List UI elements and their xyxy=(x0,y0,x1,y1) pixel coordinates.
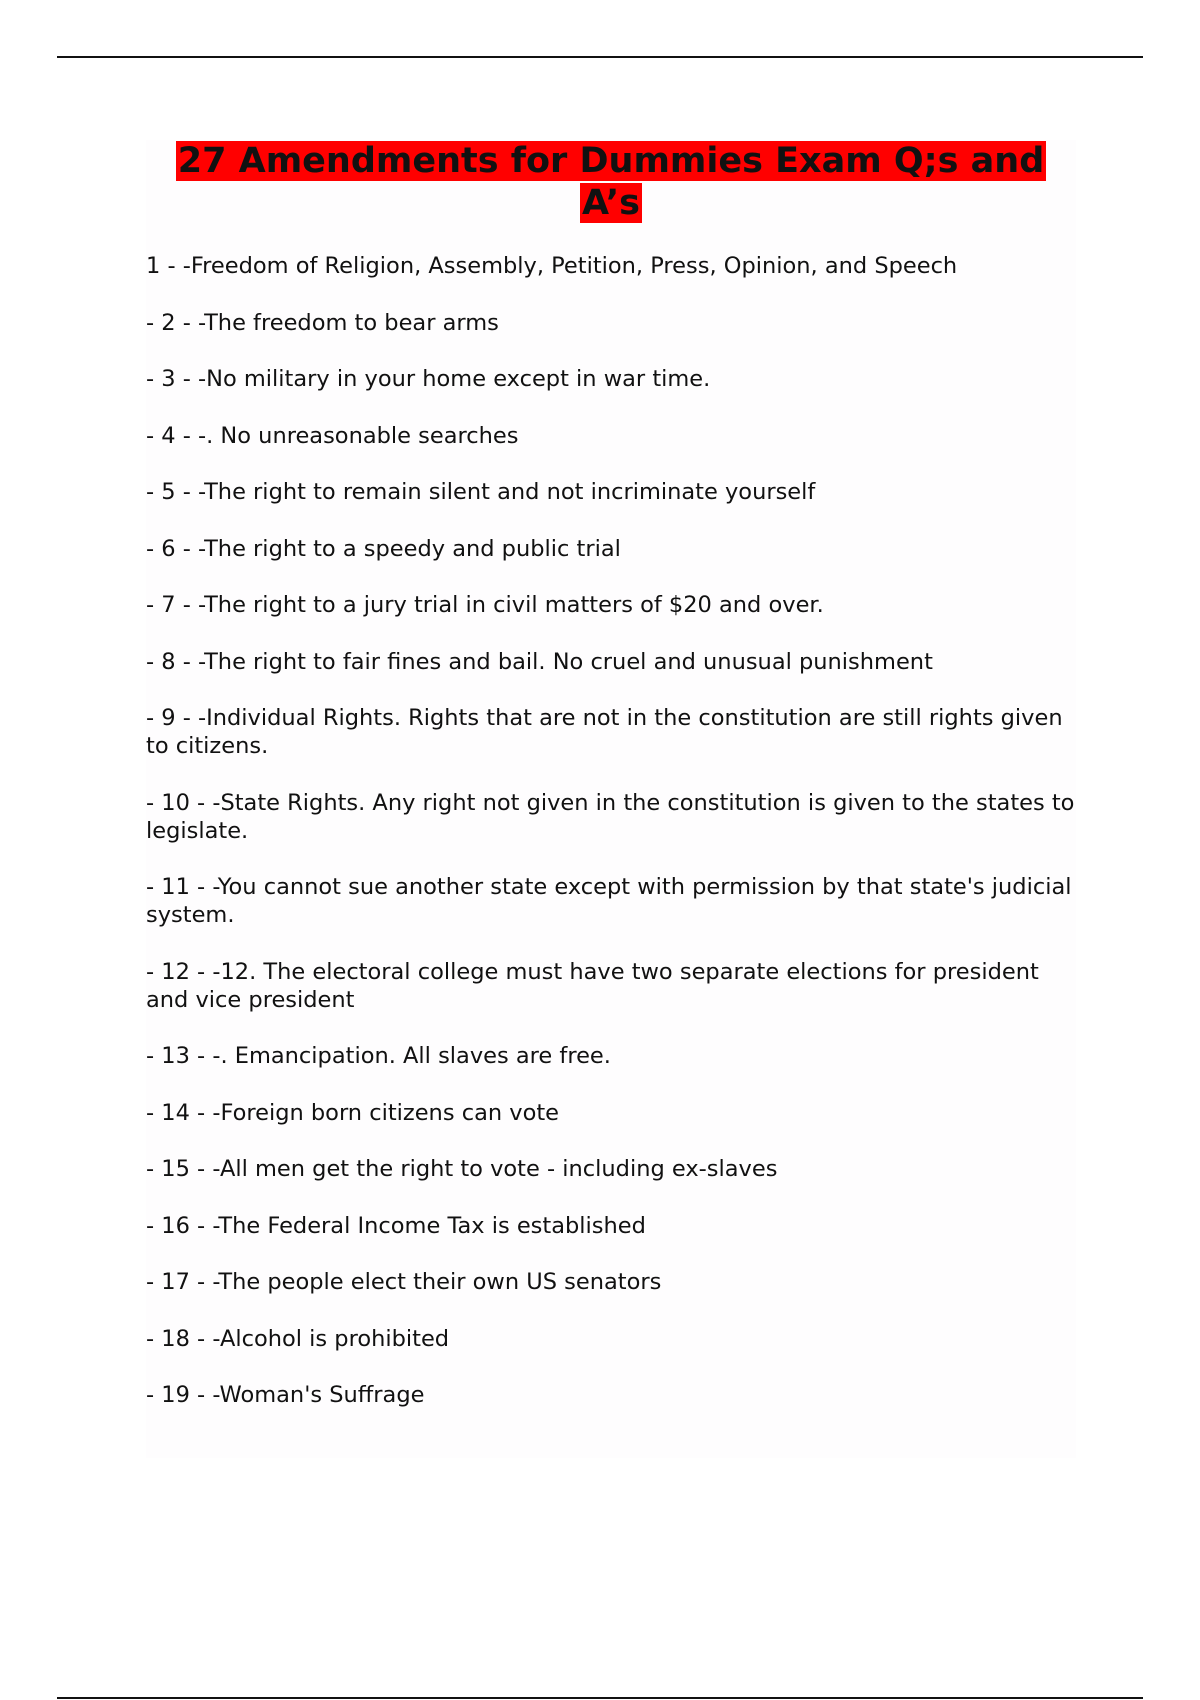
list-item: - 10 - -State Rights. Any right not given in the constitution is given to the states to legislate. xyxy=(146,789,1075,844)
list-item: - 11 - -You cannot sue another state except with permission by that state's judicial system. xyxy=(146,874,1072,928)
list-item: - 19 - -Woman's Suffrage xyxy=(146,1382,425,1408)
bottom-rule xyxy=(57,1697,1143,1699)
list-item: - 8 - -The right to fair fines and bail. No cruel and unusual punishment xyxy=(146,648,933,675)
list-item: - 5 - -The right to remain silent and not incriminate yourself xyxy=(146,479,816,505)
amendment-list xyxy=(146,252,1076,1409)
list-item: - 7 - -The right to a jury trial in civil matters of $20 and over. xyxy=(146,592,824,618)
list-item: - 16 - -The Federal Income Tax is established xyxy=(146,1212,646,1239)
list-item: - 15 - -All men get the right to vote - including ex-slaves xyxy=(146,1156,778,1182)
list-item: - 2 - -The freedom to bear arms xyxy=(146,309,499,336)
list-item: - 3 - -No military in your home except in war time. xyxy=(146,366,711,392)
list-item: - 14 - -Foreign born citizens can vote xyxy=(146,1099,560,1126)
list-item: - 4 - -. No unreasonable searches xyxy=(146,422,519,449)
list-item: - 6 - -The right to a speedy and public trial xyxy=(146,535,621,562)
list-item: - 17 - -The people elect their own US senators xyxy=(146,1269,662,1295)
top-rule xyxy=(57,56,1143,58)
list-item: - 18 - -Alcohol is prohibited xyxy=(146,1325,450,1352)
list-item: - 9 - -Individual Rights. Rights that are not in the constitution are still rights given to citizens. xyxy=(146,705,1063,759)
list-item: - 12 - -12. The electoral college must have two separate elections for president and vice president xyxy=(146,958,1039,1013)
page-content xyxy=(146,140,1076,1458)
page-title xyxy=(146,140,1076,224)
page-title-text: 27 Amendments for Dummies Exam Q;s and A’s xyxy=(177,141,1045,223)
list-item: 1 - -Freedom of Religion, Assembly, Petition, Press, Opinion, and Speech xyxy=(146,253,958,279)
list-item: - 13 - -. Emancipation. All slaves are free. xyxy=(146,1043,611,1069)
